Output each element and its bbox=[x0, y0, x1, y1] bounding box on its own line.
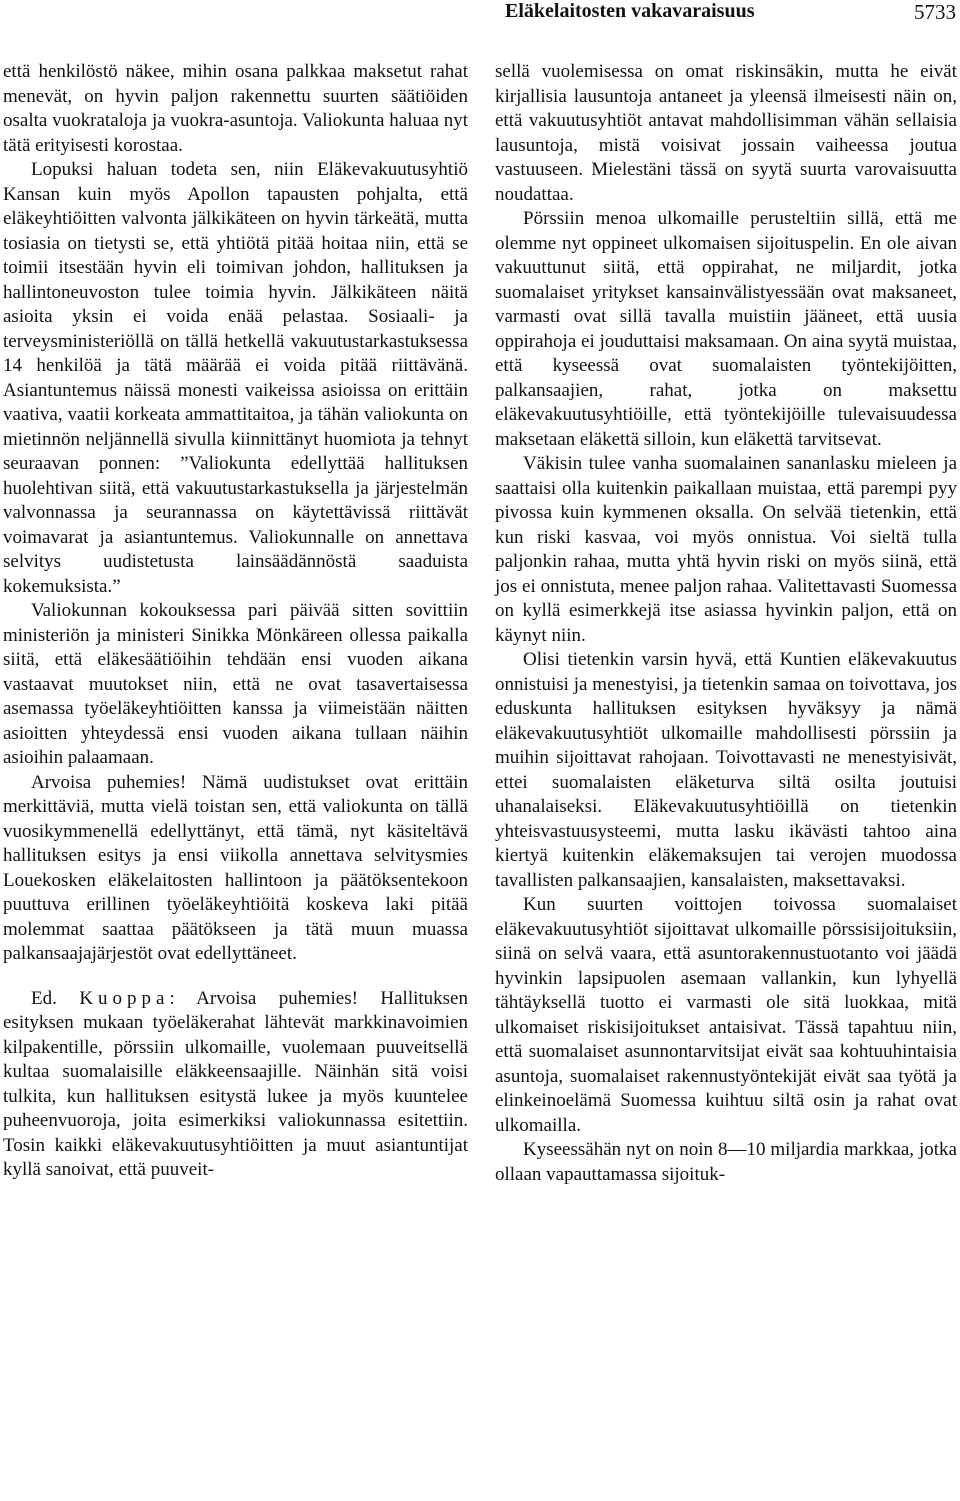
paragraph: Arvoisa puhemies! Nämä uudistukset ovat erittäin merkittäviä, mutta vielä toistan sen, että valiokunta on tällä vuosikymmenellä edellyttänyt, että tämä, nyt käsiteltävä hallituksen esitys ja ensi viikolla annettava selvitysmies Louekosken eläkelaitosten hallintoon ja päätöksentekoon puuttuva erillinen työeläkeyhtiöitä koskeva laki pitää molemmat saattaa päätökseen ja tätä muun muassa palkansaajajärjestöt ovat edellyttäneet. bbox=[3, 771, 468, 964]
paragraph: Kun suurten voittojen toivossa suomalaiset eläkevakuutusyhtiöt sijoittavat ulkomaille pörssisijoituksiin, siinä on selvä vaara, että asuntorakennustuotanto voi jäädä hyvinkin lapsipuolen asemaan vallankin, kun lyhyellä tähtäyksellä tuotto ei varmasti ole sitä luokkaa, mitä ulkomaiset riskisijoitukset antaisivat. Tässä tapahtuu niin, että suomalaiset asunnontarvitsijat eivät saa kohtuuhintaisia asuntoja, suomalaiset rakennustyöntekijät eivät saa työtä ja elinkeinoelämä Suomessa kuihtuu siltä osin ja rahat ovat ulkomailla. bbox=[495, 894, 957, 1136]
page-header bbox=[0, 0, 960, 28]
left-column bbox=[3, 60, 468, 1183]
speaker-paragraph bbox=[3, 987, 468, 1183]
page-number: 5733 bbox=[914, 0, 956, 24]
paragraph: Lopuksi haluan todeta sen, niin Eläkevakuutusyhtiö Kansan kuin myös Apollon tapausten pohjalta, että eläkeyhtiöitten valvonta jälkikäteen on hyvin tärkeätä, mutta tosiasia on tietysti se, että yhtiötä pitää hoitaa niin, että se toimii itsestään hyvin eli toimivan johdon, hallituksen ja hallintoneuvoston tulee toimia hyvin. Jälkikäteen näitä asioita yksin ei voida enää pelastaa. Sosiaali- ja terveysministeriöllä on tällä hetkellä vakuutustarkastuksessa 14 henkilöä ja tätä määrää ei voida pitää riittävänä. Asiantuntemus näissä monesti vaikeissa asioissa on erittäin vaativa, vaatii korkeata ammattitaitoa, ja tähän valiokunta on mietinnön neljännellä sivulla kiinnittänyt huomiota ja tehnyt seuraavan ponnen: ”Valiokunta edellyttää hallituksen huolehtivan siitä, että vakuutustarkastuksella ja järjestelmän valvonnassa ja seurannassa on käytettävissä riittävät voimavarat ja asiantuntemus. Valiokunnalle on annettava selvitys uudistetusta lainsäädännöstä saaduista kokemuksista.” bbox=[3, 159, 468, 597]
paragraph: Väkisin tulee vanha suomalainen sananlasku mieleen ja saattaisi olla kuitenkin paikallaan muistaa, että parempi pyy pivossa kuin kymmenen oksalla. On selvää tietenkin, että kun riski kasvaa, voi myös onnistua. Voi sieltä tulla paljonkin rahaa, mutta yhtä hyvin riski on myös siinä, että jos ei onnistuta, menee paljon rahaa. Valitettavasti Suomessa on kyllä esimerkkejä itse asiassa hyvinkin paljon, että on käynyt niin. bbox=[495, 453, 957, 646]
running-title: Eläkelaitosten vakavaraisuus bbox=[505, 0, 755, 22]
speaker-name: Kuoppa bbox=[79, 987, 170, 1009]
right-column bbox=[495, 60, 957, 1187]
paragraph: Pörssiin menoa ulkomaille perusteltiin sillä, että me olemme nyt oppineet ulkomaisen sijoituspelin. En ole aivan vakuuttunut siitä, että oppirahat, ne miljardit, jotka suomalaiset yritykset kansainvälistyessään ovat maksaneet, varmasti ovat sillä tavalla muistiin jääneet, että uusia oppirahoja ei jouduttaisi maksamaan. On aina syytä muistaa, että kyseessä ovat suomalaisten työntekijöitten, palkansaajien, rahat, jotka on maksettu eläkevakuutusyhtiöille, että työntekijöille tulevaisuudessa maksetaan eläkettä silloin, kun eläkettä tarvitsevat. bbox=[495, 208, 957, 450]
paragraph: että henkilöstö näkee, mihin osana palkkaa maksetut rahat menevät, on hyvin paljon rakennettu suurten säätiöiden osalta vuokrataloja ja vuokra-asuntoja. Valiokunta haluaa nyt tätä erityisesti korostaa. bbox=[3, 61, 468, 156]
paragraph: Valiokunnan kokouksessa pari päivää sitten sovittiin ministeriön ja ministeri Sinikka Mönkäreen ollessa paikalla siitä, että eläkesäätiöihin tehdään ensi vuoden aikana vastaavat muutokset niin, että ne ovat tasavertaisessa asemassa työeläkeyhtiöitten kanssa ja viimeistään näitten asioitten yhteydessä ensi vuoden aikana tullaan näihin asioihin palaamaan. bbox=[3, 600, 468, 768]
paragraph: Kyseessähän nyt on noin 8—10 miljardia markkaa, jotka ollaan vapauttamassa sijoituk- bbox=[495, 1139, 957, 1185]
speaker-prefix: Ed. bbox=[31, 987, 57, 1009]
speech-text: : Arvoisa puhemies! Hallituksen esityksen mukaan työeläkerahat lähtevät markkinavoimien kilpakentille, pörssiin ulkomaille, vuolemaan puuveitsellä kultaa suomalaisille eläkkeensaajille. Näinhän sitä voisi tulkita, kun hallituksen esitystä lukee ja myös kuuntelee puheenvuoroja, joita esimerkiksi valiokunnassa esitettiin. Tosin kaikki eläkevakuutusyhtiöitten ja muut asiantuntijat kyllä sanoivat, että puuveit- bbox=[3, 987, 468, 1180]
paragraph: Olisi tietenkin varsin hyvä, että Kuntien eläkevakuutus onnistuisi ja menestyisi, ja tietenkin samaa on toivottava, jos eduskunta hallituksen esityksen hyväksyy ja nämä eläkevakuutusyhtiöt ulkomaille mahdollisesti pörssiin ja muihin sijoittavat rahojaan. Toivottavasti ne menestyisivät, ettei suomalaisten eläketurva siltä osilta joutuisi uhanalaiseksi. Eläkevakuutusyhtiöillä on tietenkin yhteisvastuusysteemi, mutta lasku ikävästi tahtoo aina kiertyä kuitenkin eläkemaksujen tai verojen muodossa tavallisten palkansaajien, kansalaisten, maksettavaksi. bbox=[495, 649, 957, 891]
paragraph: sellä vuolemisessa on omat riskinsäkin, mutta he eivät kirjallisia lausuntoja antaneet ja yleensä ilmeisesti näin on, että vakuutusyhtiöt antavat mahdollisimman vähän sellaisia lausuntoja, mistä voisivat jossain vaiheessa joutua vastuuseen. Mielestäni tässä on syytä suurta varovaisuutta noudattaa. bbox=[495, 61, 957, 205]
